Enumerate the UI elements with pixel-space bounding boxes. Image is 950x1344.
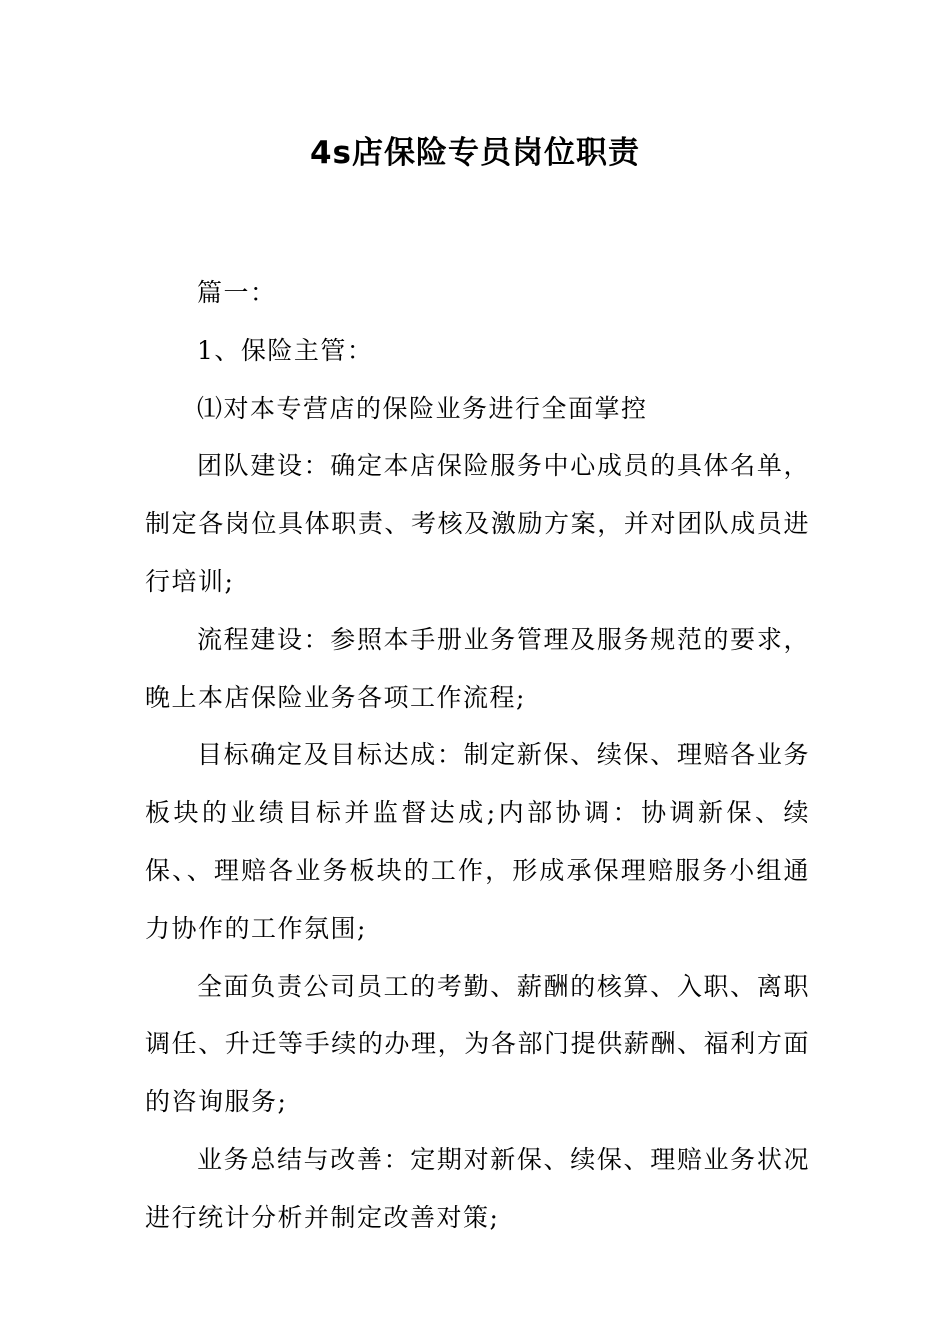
paragraph-section-heading: 1、保险主管： [197,335,374,365]
paragraph-part-one: 篇一： [197,278,277,307]
document-body [145,264,810,1247]
paragraph-process-building: 流程建设：参照本手册业务管理及服务规范的要求，晚上本店保险业务各项工作流程; [145,624,810,712]
paragraph-business-summary: 业务总结与改善：定期对新保、续保、理赔业务状况进行统计分析并制定改善对策; [145,1144,810,1232]
paragraph-hr-duties: 全面负责公司员工的考勤、薪酬的核算、入职、离职调任、升迁等手续的办理，为各部门提供薪酬、福利方面的咨询服务; [145,971,810,1117]
document-title: 4s店保险专员岗位职责 [309,135,641,171]
paragraph-goals: 目标确定及目标达成：制定新保、续保、理赔各业务板块的业绩目标并监督达成;内部协调：协调新保、续保、、理赔各业务板块的工作，形成承保理赔服务小组通力协作的工作氛围; [145,740,810,943]
paragraph-subheading: ⑴对本专营店的保险业务进行全面掌控 [197,393,648,423]
paragraph-team-building: 团队建设：确定本店保险服务中心成员的具体名单，制定各岗位具体职责、考核及激励方案，并对团队成员进行培训; [145,451,810,596]
